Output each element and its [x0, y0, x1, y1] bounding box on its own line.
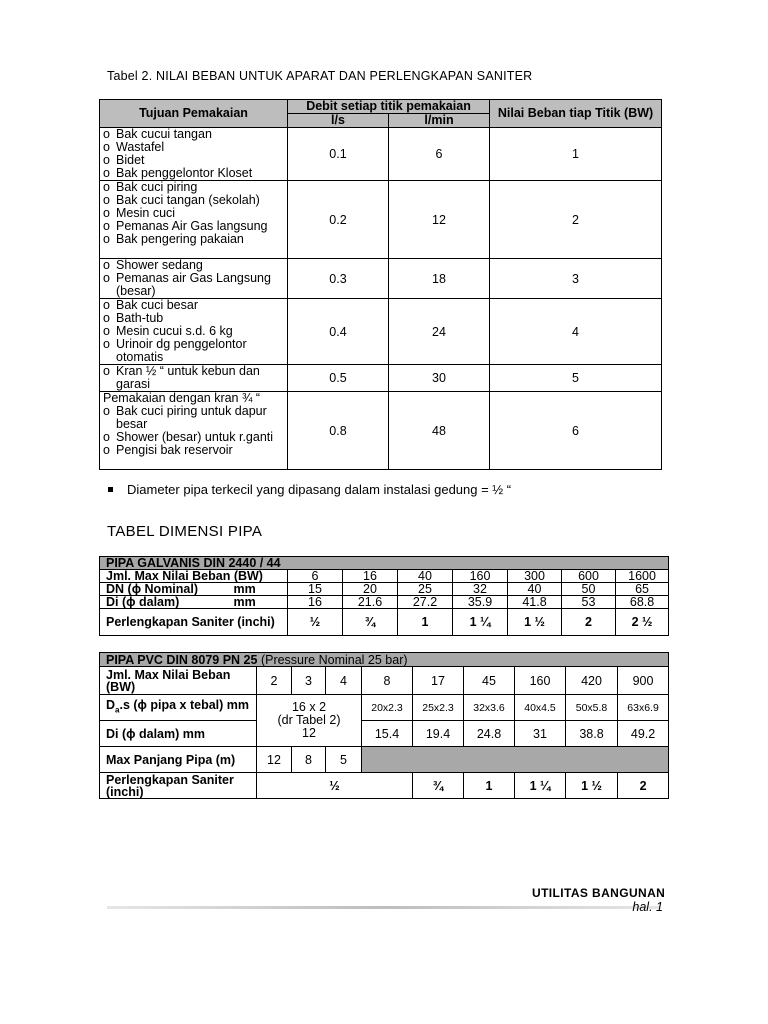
das-label-a: D	[106, 697, 116, 712]
row-intro: Pemakaian dengan kran ¾ “	[103, 391, 261, 405]
cell: 15.4	[362, 721, 413, 747]
row-label	[100, 695, 257, 721]
cell: 15	[288, 583, 343, 596]
list-item: o Shower sedang	[103, 259, 287, 272]
cell-lmin: 12	[389, 181, 490, 259]
cell: 1 ½	[566, 773, 618, 799]
empty-shaded-cell	[362, 747, 669, 773]
row-unit: mm	[233, 595, 256, 609]
table-row	[100, 695, 669, 721]
cell: 1	[464, 773, 515, 799]
cell: 32	[453, 583, 508, 596]
cell-ls: 0.8	[288, 392, 389, 470]
das-label-b: .s (ϕ pipa x tebal) mm	[119, 697, 250, 712]
cell: 38.8	[566, 721, 618, 747]
cell: ½	[288, 609, 343, 636]
table-row	[100, 596, 669, 609]
cell: 16	[343, 570, 398, 583]
table-row	[100, 128, 662, 181]
cell: 2	[562, 609, 616, 636]
cell: 5	[326, 747, 362, 773]
das-merged: 16 x 2	[291, 700, 327, 714]
cell: 1600	[616, 570, 669, 583]
pvc-pipe-table	[99, 652, 669, 799]
row-unit: mm	[233, 582, 256, 596]
merged-cell	[257, 695, 362, 747]
cell-lmin: 48	[389, 392, 490, 470]
cell: 41.8	[508, 596, 562, 609]
cell-bw: 4	[490, 299, 662, 365]
header-load: Nilai Beban tiap Titik (BW)	[490, 100, 662, 128]
footer-divider	[107, 906, 660, 909]
cell: 1 ¼	[515, 773, 566, 799]
cell: 50	[562, 583, 616, 596]
cell: 35.9	[453, 596, 508, 609]
cell: 20x2.3	[362, 695, 413, 721]
list-item: o Kran ½ “ untuk kebun dan garasi	[103, 365, 287, 391]
row-label-text: DN (ϕ Nominal)	[106, 582, 199, 596]
footer-title: UTILITAS BANGUNAN	[532, 886, 666, 900]
row-label: Perlengkapan Saniter (inchi)	[100, 773, 257, 799]
cell: 160	[515, 667, 566, 695]
cell-bw: 6	[490, 392, 662, 470]
cell: 300	[508, 570, 562, 583]
cell: 900	[618, 667, 669, 695]
pvc-title-main: PIPA PVC DIN 8079 PN 25	[106, 652, 258, 667]
list-item: o Bidet	[103, 154, 287, 167]
cell: 2	[257, 667, 292, 695]
cell: 32x3.6	[464, 695, 515, 721]
table-row	[100, 721, 669, 747]
list-item: o Urinoir dg penggelontor otomatis	[103, 338, 287, 364]
cell-lmin: 24	[389, 299, 490, 365]
table-row	[100, 609, 669, 636]
cell-lmin: 30	[389, 365, 490, 392]
cell: 25x2.3	[413, 695, 464, 721]
cell: 68.8	[616, 596, 669, 609]
list-item: o Bak cuci piring	[103, 181, 287, 194]
table-row	[100, 570, 669, 583]
cell: 20	[343, 583, 398, 596]
list-item: o Wastafel	[103, 141, 287, 154]
table1-title: Tabel 2. NILAI BEBAN UNTUK APARAT DAN PERLENGKAPAN SANITER	[107, 69, 533, 83]
note-text: Diameter pipa terkecil yang dipasang dalam instalasi gedung = ½ “	[127, 482, 512, 497]
bullet-square-icon	[108, 487, 113, 492]
cell: 16	[288, 596, 343, 609]
row-label: Jml. Max Nilai Beban (BW)	[100, 667, 257, 695]
cell-lmin: 18	[389, 259, 490, 299]
merged-cell: ½	[257, 773, 413, 799]
list-item: o Mesin cucui s.d. 6 kg	[103, 325, 287, 338]
cell: 65	[616, 583, 669, 596]
row-label	[100, 596, 288, 609]
cell: 12	[257, 747, 292, 773]
row-label-text: Di (ϕ dalam)	[106, 595, 180, 609]
cell: 45	[464, 667, 515, 695]
load-value-table	[99, 99, 662, 470]
cell: 8	[292, 747, 326, 773]
cell: 53	[562, 596, 616, 609]
cell: 24.8	[464, 721, 515, 747]
table-row	[100, 392, 662, 470]
cell-ls: 0.2	[288, 181, 389, 259]
row-label: Di (ϕ dalam) mm	[100, 721, 257, 747]
list-item: o Bak cuci besar	[103, 299, 287, 312]
cell: 17	[413, 667, 464, 695]
cell-ls: 0.4	[288, 299, 389, 365]
list-item: o Bak cuci tangan (sekolah)	[103, 194, 287, 207]
table-row	[100, 365, 662, 392]
cell: 21.6	[343, 596, 398, 609]
row-label	[100, 583, 288, 596]
cell: 40	[508, 583, 562, 596]
header-flow: Debit setiap titik pemakaian	[288, 100, 490, 114]
cell: 25	[398, 583, 453, 596]
cell: 1 ¼	[453, 609, 508, 636]
cell: 31	[515, 721, 566, 747]
table-row	[100, 773, 669, 799]
di-merged: 12	[302, 726, 316, 740]
list-item: o Mesin cuci	[103, 207, 287, 220]
cell: 3	[292, 667, 326, 695]
section-title: TABEL DIMENSI PIPA	[107, 523, 263, 540]
pvc-title-note: (Pressure Nominal 25 bar)	[260, 652, 408, 667]
di-merged-note: (dr Tabel 2)	[277, 713, 341, 727]
cell: 40	[398, 570, 453, 583]
row-label: Perlengkapan Saniter (inchi)	[100, 609, 288, 636]
table-row	[100, 583, 669, 596]
list-item: o Bath-tub	[103, 312, 287, 325]
table-row	[100, 747, 669, 773]
cell: ¾	[413, 773, 464, 799]
cell-ls: 0.1	[288, 128, 389, 181]
cell-lmin: 6	[389, 128, 490, 181]
table-row	[100, 259, 662, 299]
cell: 27.2	[398, 596, 453, 609]
cell: 2	[618, 773, 669, 799]
galvanis-title: PIPA GALVANIS DIN 2440 / 44	[100, 557, 669, 570]
cell: 4	[326, 667, 362, 695]
page-number: hal. 1	[632, 900, 663, 914]
list-item: o Shower (besar) untuk r.ganti	[103, 431, 287, 444]
cell: ¾	[343, 609, 398, 636]
cell-bw: 5	[490, 365, 662, 392]
cell: 1 ½	[508, 609, 562, 636]
cell-bw: 1	[490, 128, 662, 181]
cell: 600	[562, 570, 616, 583]
list-item: o Bak cucui tangan	[103, 128, 287, 141]
pvc-title	[100, 653, 669, 667]
cell: 6	[288, 570, 343, 583]
cell: 19.4	[413, 721, 464, 747]
cell: 50x5.8	[566, 695, 618, 721]
cell: 160	[453, 570, 508, 583]
note	[108, 482, 511, 497]
table-row	[100, 299, 662, 365]
row-label: Max Panjang Pipa (m)	[100, 747, 257, 773]
header-lmin: l/min	[389, 114, 490, 128]
cell: 1	[398, 609, 453, 636]
table-row	[100, 667, 669, 695]
cell: 8	[362, 667, 413, 695]
cell: 49.2	[618, 721, 669, 747]
cell-bw: 3	[490, 259, 662, 299]
list-item: o Pemanas Air Gas langsung	[103, 220, 287, 233]
list-item: o Bak cuci piring untuk dapur besar	[103, 405, 287, 431]
list-item: o Pengisi bak reservoir	[103, 444, 287, 457]
header-ls: l/s	[288, 114, 389, 128]
list-item: o Bak penggelontor Kloset	[103, 167, 287, 180]
row-label: Jml. Max Nilai Beban (BW)	[100, 570, 288, 583]
header-purpose: Tujuan Pemakaian	[100, 100, 288, 128]
das-label-sub: a	[115, 705, 120, 715]
galvanis-pipe-table	[99, 556, 669, 636]
cell-ls: 0.5	[288, 365, 389, 392]
cell: 2 ½	[616, 609, 669, 636]
cell-ls: 0.3	[288, 259, 389, 299]
list-item: o Bak pengering pakaian	[103, 233, 287, 246]
cell: 40x4.5	[515, 695, 566, 721]
table-row	[100, 181, 662, 259]
cell: 63x6.9	[618, 695, 669, 721]
cell-bw: 2	[490, 181, 662, 259]
list-item: o Pemanas air Gas Langsung (besar)	[103, 272, 287, 298]
cell: 420	[566, 667, 618, 695]
